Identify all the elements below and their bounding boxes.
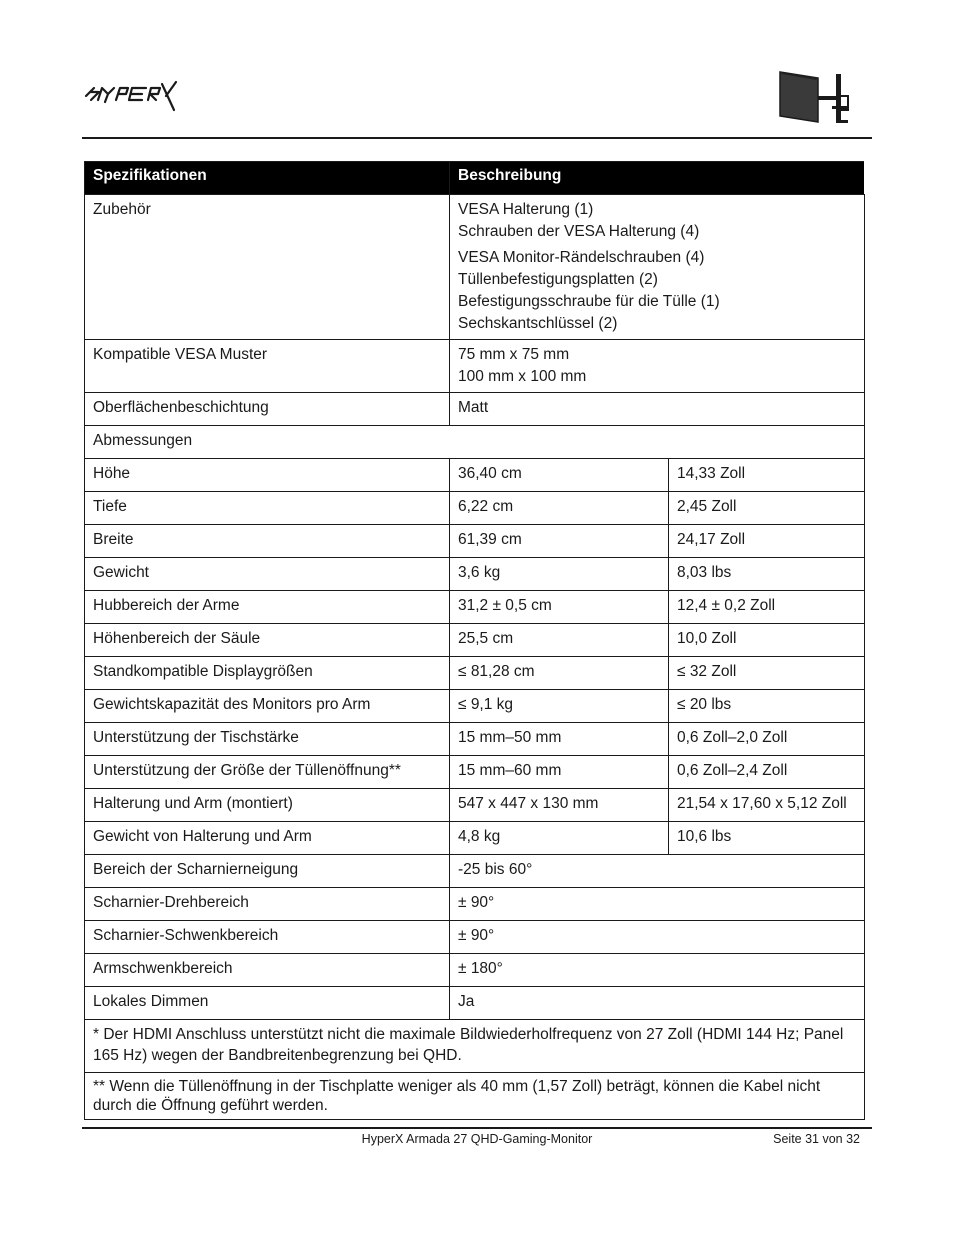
vesa-list <box>450 340 865 393</box>
row-label: Gewicht <box>85 558 450 591</box>
metric-value: 36,40 cm <box>450 459 669 492</box>
imperial-value: 21,54 x 17,60 x 5,12 Zoll <box>669 789 865 822</box>
list-item: VESA Halterung (1) <box>458 201 594 218</box>
row-value: -25 bis 60° <box>450 855 865 888</box>
table-row <box>85 195 865 340</box>
table-row <box>85 921 865 954</box>
table-row <box>85 393 865 426</box>
footer-title: HyperX Armada 27 QHD-Gaming-Monitor <box>361 1132 593 1146</box>
metric-value: ≤ 81,28 cm <box>450 657 669 690</box>
metric-value: 4,8 kg <box>450 822 669 855</box>
row-label: Armschwenkbereich <box>85 954 450 987</box>
header-specifications: Spezifikationen <box>85 162 450 195</box>
row-label: Unterstützung der Tischstärke <box>85 723 450 756</box>
imperial-value: ≤ 20 lbs <box>669 690 865 723</box>
list-item: 100 mm x 100 mm <box>458 368 587 385</box>
table-row <box>85 954 865 987</box>
table-row <box>85 591 865 624</box>
metric-value: 6,22 cm <box>450 492 669 525</box>
list-item: Sechskantschlüssel (2) <box>458 315 618 332</box>
row-label: Zubehör <box>85 195 450 340</box>
metric-value: 547 x 447 x 130 mm <box>450 789 669 822</box>
table-row <box>85 987 865 1020</box>
row-label: Oberflächenbeschichtung <box>85 393 450 426</box>
section-row <box>85 426 865 459</box>
row-label: Tiefe <box>85 492 450 525</box>
imperial-value: 8,03 lbs <box>669 558 865 591</box>
footer-divider <box>82 1127 872 1129</box>
imperial-value: 10,6 lbs <box>669 822 865 855</box>
list-item: VESA Monitor-Rändelschrauben (4) <box>458 249 705 266</box>
row-label: Höhenbereich der Säule <box>85 624 450 657</box>
metric-value: 15 mm–60 mm <box>450 756 669 789</box>
header-divider <box>82 137 872 139</box>
footnote-hdmi: * Der HDMI Anschluss unterstützt nicht die maximale Bildwiederholfrequenz von 27 Zoll (HDMI 144 Hz; Panel 165 Hz) wegen der Bandbreitenbegrenzung bei QHD. <box>85 1020 865 1073</box>
hyperx-logo-icon <box>84 80 180 117</box>
imperial-value: 10,0 Zoll <box>669 624 865 657</box>
imperial-value: ≤ 32 Zoll <box>669 657 865 690</box>
imperial-value: 12,4 ± 0,2 Zoll <box>669 591 865 624</box>
footnote-grommet: ** Wenn die Tüllenöffnung in der Tischplatte weniger als 40 mm (1,57 Zoll) beträgt, können die Kabel nicht durch die Öffnung geführt werden. <box>85 1073 865 1120</box>
metric-value: 25,5 cm <box>450 624 669 657</box>
metric-value: 31,2 ± 0,5 cm <box>450 591 669 624</box>
row-label: Höhe <box>85 459 450 492</box>
footnote-row <box>85 1020 865 1073</box>
list-item: Tüllenbefestigungsplatten (2) <box>458 271 658 288</box>
row-label: Scharnier-Schwenkbereich <box>85 921 450 954</box>
row-label: Scharnier-Drehbereich <box>85 888 450 921</box>
table-row <box>85 459 865 492</box>
metric-value: ≤ 9,1 kg <box>450 690 669 723</box>
list-item: 75 mm x 75 mm <box>458 346 570 363</box>
table-row <box>85 789 865 822</box>
spec-table <box>84 161 865 1120</box>
row-value: ± 180° <box>450 954 865 987</box>
row-label: Gewicht von Halterung und Arm <box>85 822 450 855</box>
row-label: Bereich der Scharnierneigung <box>85 855 450 888</box>
row-label: Hubbereich der Arme <box>85 591 450 624</box>
imperial-value: 2,45 Zoll <box>669 492 865 525</box>
row-label: Breite <box>85 525 450 558</box>
imperial-value: 0,6 Zoll–2,4 Zoll <box>669 756 865 789</box>
table-row <box>85 525 865 558</box>
monitor-arm-icon <box>778 70 858 131</box>
section-title: Abmessungen <box>85 426 865 459</box>
row-value: Matt <box>450 393 865 426</box>
page-number: Seite 31 von 32 <box>773 1132 860 1146</box>
table-row <box>85 657 865 690</box>
row-value: ± 90° <box>450 921 865 954</box>
row-label: Kompatible VESA Muster <box>85 340 450 393</box>
list-item: Befestigungsschraube für die Tülle (1) <box>458 293 720 310</box>
table-row <box>85 558 865 591</box>
row-label: Gewichtskapazität des Monitors pro Arm <box>85 690 450 723</box>
metric-value: 61,39 cm <box>450 525 669 558</box>
table-row <box>85 888 865 921</box>
metric-value: 15 mm–50 mm <box>450 723 669 756</box>
table-row <box>85 855 865 888</box>
table-row <box>85 690 865 723</box>
imperial-value: 14,33 Zoll <box>669 459 865 492</box>
table-row <box>85 492 865 525</box>
row-value: ± 90° <box>450 888 865 921</box>
row-value: Ja <box>450 987 865 1020</box>
footnote-row <box>85 1073 865 1120</box>
row-label: Unterstützung der Größe der Tüllenöffnung** <box>85 756 450 789</box>
imperial-value: 0,6 Zoll–2,0 Zoll <box>669 723 865 756</box>
metric-value: 3,6 kg <box>450 558 669 591</box>
table-row <box>85 723 865 756</box>
list-item: Schrauben der VESA Halterung (4) <box>458 223 700 240</box>
row-label: Standkompatible Displaygrößen <box>85 657 450 690</box>
table-header-row <box>85 162 865 195</box>
table-row <box>85 822 865 855</box>
row-label: Lokales Dimmen <box>85 987 450 1020</box>
header-description: Beschreibung <box>450 162 865 195</box>
accessories-list <box>450 195 865 340</box>
table-row <box>85 756 865 789</box>
table-row <box>85 624 865 657</box>
table-row <box>85 340 865 393</box>
imperial-value: 24,17 Zoll <box>669 525 865 558</box>
row-label: Halterung und Arm (montiert) <box>85 789 450 822</box>
